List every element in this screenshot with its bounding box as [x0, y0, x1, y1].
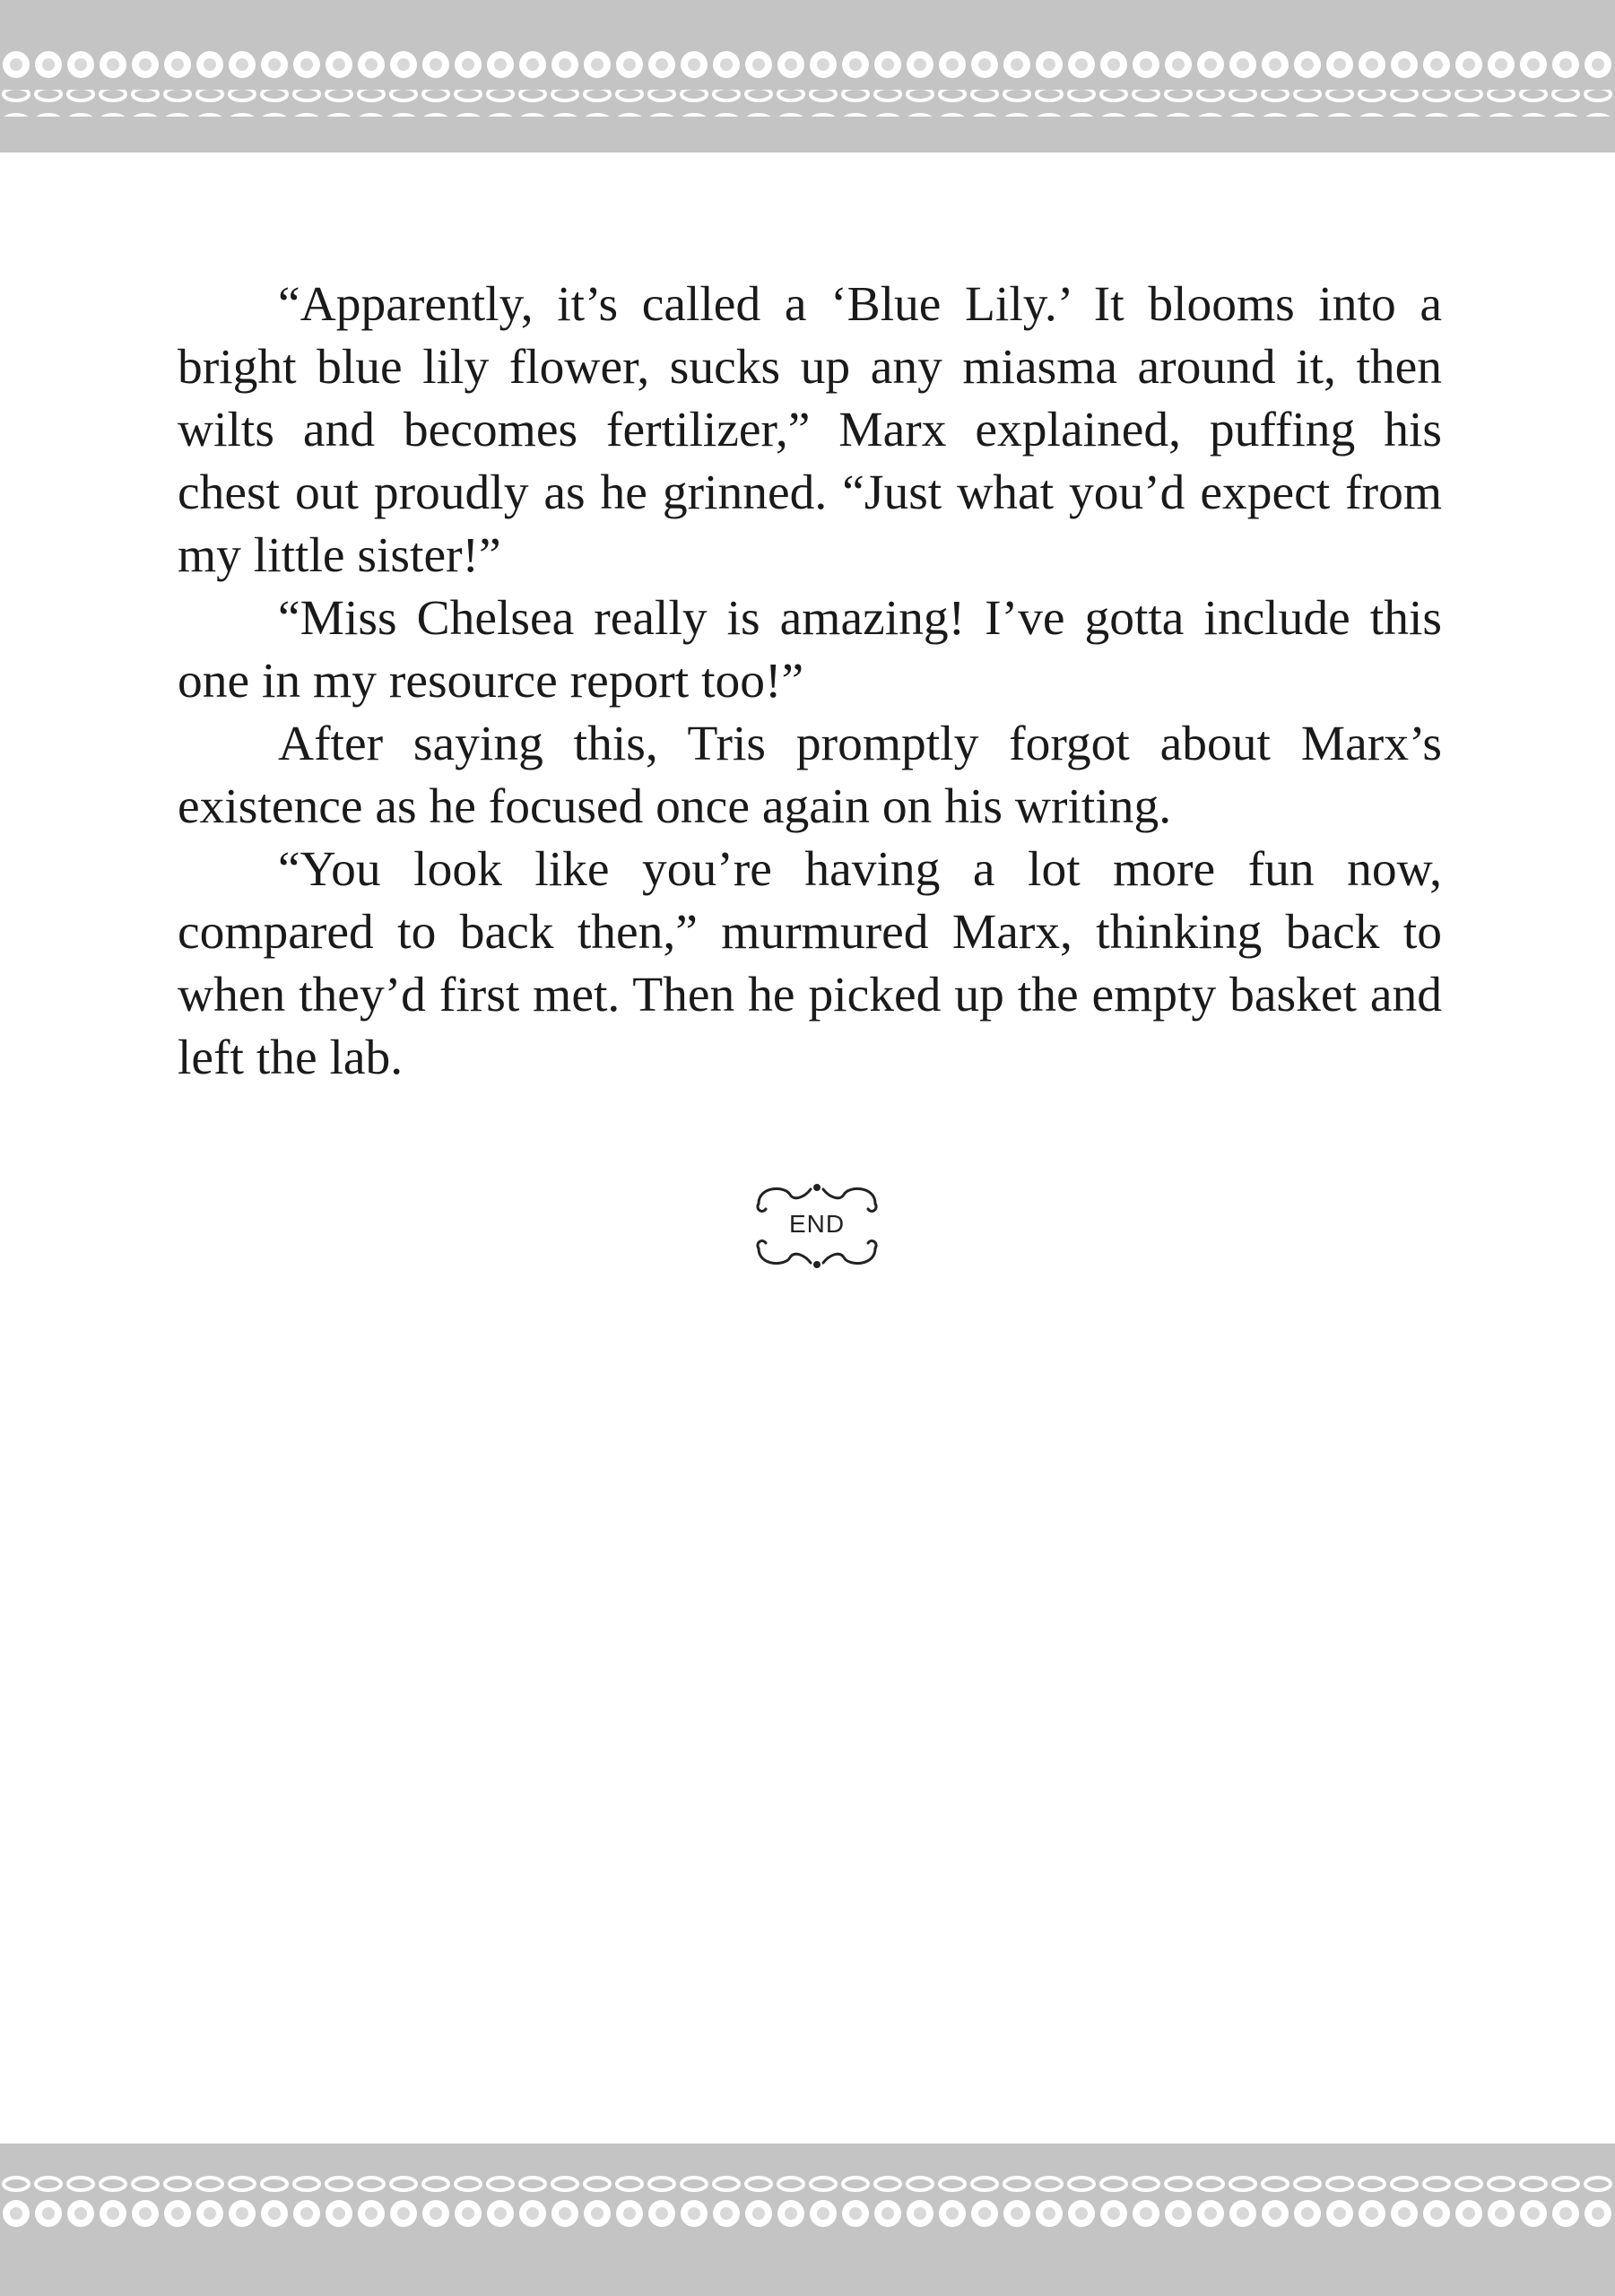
end-ornament [750, 1177, 884, 1275]
lace-pattern-bottom [0, 2144, 1615, 2296]
paragraph-2: “Miss Chelsea really is amazing! I’ve gotta include this one in my resource report too!” [178, 591, 1442, 709]
bottom-lace-border [0, 2144, 1615, 2296]
paragraph-3: After saying this, Tris promptly forgot about Marx’s existence as he focused once again on his writing. [178, 717, 1442, 834]
paragraph-1: “Apparently, it’s called a ‘Blue Lily.’ It blooms into a bright blue lily flower, sucks up any miasma around it, then wilts and becomes fertilizer,” Marx explained, puffing his chest out proudly as he grinned. “Just what you’d expect from my little sister!” [178, 277, 1442, 583]
end-label: END [788, 1210, 846, 1238]
top-lace-border [0, 0, 1615, 152]
paragraph-4: “You look like you’re having a lot more fun now, compared to back then,” murmured Marx, thinking back to when they’d first met. Then he picked up the empty basket and left the lab. [178, 842, 1442, 1085]
lace-pattern-top [0, 0, 1615, 152]
chapter-text [178, 274, 1442, 1090]
